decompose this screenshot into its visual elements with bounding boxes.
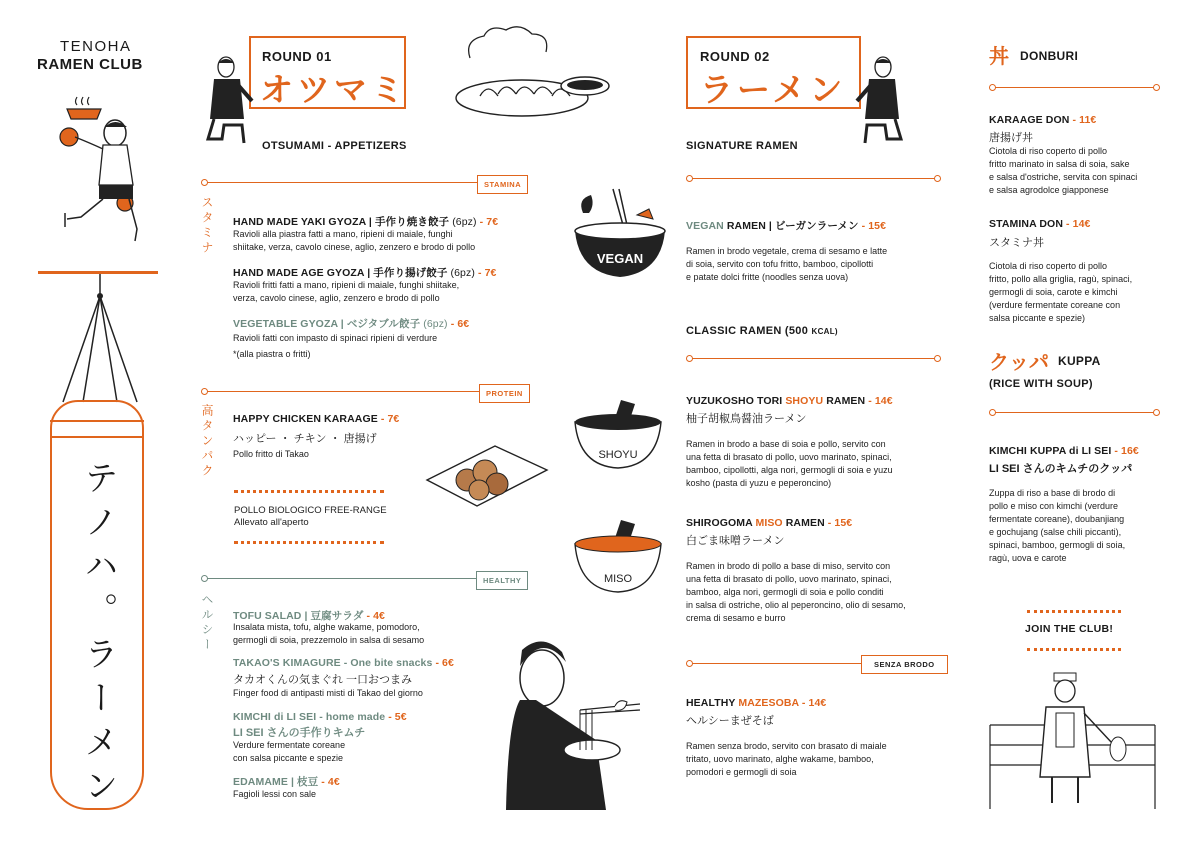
miso-ramen-jp: 白ごま味噌ラーメン	[686, 535, 785, 547]
stamina-don-desc: Ciotola di riso coperto di pollo fritto, pollo alla griglia, ragù, spinaci, germogli di soia, carote e kimchi (verdure fermentate coreane con salsa piccante e spezie)	[989, 261, 1133, 323]
senza-rule	[690, 663, 866, 664]
boxer-illustration	[45, 95, 165, 255]
miso-bowl-label: MISO	[603, 573, 633, 585]
kimagure-desc: Finger food di antipasti misti di Takao del giorno	[233, 688, 423, 698]
classic-rule	[690, 358, 938, 359]
signature-ramen-title: SIGNATURE RAMEN	[686, 140, 798, 152]
bag-band-top	[50, 420, 144, 422]
bag-text: テノハ。ラーメン	[79, 460, 117, 812]
menu-item-miso-ramen: SHIROGOMA MISO RAMEN - 15€	[686, 517, 853, 529]
brand-line1: TENOHA	[60, 38, 132, 55]
yaki-gyoza-desc: Ravioli alla piastra fatti a mano, ripieni di maiale, funghi shiitake, verza, cavolo cinese, aglio, zenzero e brodo di pollo	[233, 229, 476, 252]
signature-rule	[690, 178, 938, 179]
miso-bowl-illustration	[573, 520, 663, 595]
kimchi-kuppa-desc: Zuppa di riso a base di brodo di pollo e miso con kimchi (verdure fermentate coreane), doubanjiang e gochujang (salse chili piccanti), spinaci, bamboo, germogli di soia, ragù, uova e carote	[989, 488, 1126, 563]
protein-vertical: 高タンパク	[200, 404, 214, 479]
kuppa-dot-left	[989, 409, 996, 416]
donburi-rule	[993, 87, 1157, 88]
gyoza-plate-illustration	[450, 28, 620, 128]
menu-item-kimagure: TAKAO'S KIMAGURE - One bite snacks - 6€	[233, 657, 454, 669]
vegan-bowl-label: VEGAN	[596, 251, 644, 266]
kuppa-jp: クッパ	[989, 352, 1049, 374]
kuppa-dot-right	[1153, 409, 1160, 416]
menu-item-kimchi-kuppa: KIMCHI KUPPA di LI SEI - 16€	[989, 445, 1139, 457]
join-dashes-top	[1027, 610, 1121, 613]
protein-tag: PROTEIN	[479, 384, 530, 403]
stamina-vertical: スタミナ	[200, 196, 214, 256]
menu-item-karaage-don: KARAAGE DON - 11€	[989, 114, 1097, 126]
protein-rule	[205, 391, 523, 392]
mazesoba-jp: ヘルシーまぜそば	[686, 715, 774, 727]
healthy-vertical: ヘルシー	[200, 593, 214, 653]
menu-item-kimchi: KIMCHI di LI SEI - home made - 5€	[233, 711, 407, 723]
round1-jp-title: オツマミ	[260, 71, 408, 108]
menu-item-tofu-salad: TOFU SALAD | 豆腐サラダ - 4€	[233, 610, 385, 622]
round1-label: ROUND 01	[262, 49, 332, 64]
man-eating-ramen-illustration	[500, 640, 650, 815]
karaage-don-desc: Ciotola di riso coperto di pollo fritto marinato in salsa di soia, sake e salsa d'ostriche, servita con spinaci e salsa agrodolce giapponese	[989, 146, 1138, 195]
menu-item-age-gyoza: HAND MADE AGE GYOZA | 手作り揚げ餃子 (6pz) - 7€	[233, 267, 497, 279]
senza-brodo-tag: SENZA BRODO	[861, 655, 948, 674]
bag-ropes	[45, 274, 155, 404]
vegan-bowl-illustration	[573, 185, 668, 297]
menu-item-karaage: HAPPY CHICKEN KARAAGE - 7€	[233, 413, 400, 425]
karaage-plate-illustration	[425, 440, 550, 510]
shoyu-ramen-jp: 柚子胡椒鳥醤油ラーメン	[686, 413, 807, 425]
kimchi-desc: Verdure fermentate coreane con salsa piccante e spezie	[233, 740, 346, 763]
menu-item-yaki-gyoza: HAND MADE YAKI GYOZA | 手作り焼き餃子 (6pz) - 7€	[233, 216, 499, 228]
classic-dot-right	[934, 355, 941, 362]
healthy-tag: HEALTHY	[476, 571, 528, 590]
brand-line2: RAMEN CLUB	[37, 56, 143, 73]
karaage-desc: Pollo fritto di Takao	[233, 449, 309, 459]
signature-dot-left	[686, 175, 693, 182]
bag-band-top2	[50, 436, 144, 438]
protein-dot	[201, 388, 208, 395]
kimagure-jp: タカオくんの気まぐれ 一口おつまみ	[233, 674, 412, 686]
man-kneeling-right	[855, 55, 910, 150]
miso-ramen-desc: Ramen in brodo di pollo a base di miso, servito con una fetta di brasato di pollo, uovo marinato, spinaci, bamboo, alga nori, germogli di soia e pollo conditi in salsa di ostriche, olio al peperoncino, olio di sesamo, crema di sesamo e burro	[686, 561, 906, 623]
age-gyoza-desc: Ravioli fritti fatti a mano, ripieni di maiale, funghi shiitake, verza, cavolo cinese, aglio, zenzero e brodo di pollo	[233, 280, 460, 303]
join-dashes-bottom	[1027, 648, 1121, 651]
man-kneeling-left	[200, 55, 255, 150]
menu-item-vegetable-gyoza: VEGETABLE GYOZA | ベジタブル餃子 (6pz) - 6€	[233, 318, 470, 330]
classic-ramen-title: CLASSIC RAMEN (500 KCAL)	[686, 325, 838, 337]
healthy-dot	[201, 575, 208, 582]
stamina-rule	[205, 182, 523, 183]
senza-dot	[686, 660, 693, 667]
shoyu-ramen-desc: Ramen in brodo a base di soia e pollo, servito con una fetta di brasato di pollo, uovo marinato, spinaci, bamboo, cipollotti, alga nori, germogli di soia e yuzu kosho (pasta di yuzu e peperoncino)	[686, 439, 893, 488]
join-the-club: JOIN THE CLUB!	[1025, 623, 1114, 635]
kimchi-kuppa-jp: LI SEI さんのキムチのクッパ	[989, 463, 1133, 475]
menu-item-edamame: EDAMAME | 枝豆 - 4€	[233, 776, 340, 788]
round2-label: ROUND 02	[700, 49, 770, 64]
kuppa-rule	[993, 412, 1157, 413]
vegetable-gyoza-desc: Ravioli fatti con impasto di spinaci ripieni di verdure *(alla piastra o fritti)	[233, 333, 438, 359]
donburi-kanji: 丼	[989, 46, 1009, 68]
tofu-salad-desc: Insalata mista, tofu, alghe wakame, pomodoro, germogli di soia, prezzemolo in salsa di sesamo	[233, 622, 425, 645]
donburi-title: DONBURI	[1020, 49, 1079, 63]
menu-item-stamina-don: STAMINA DON - 14€	[989, 218, 1091, 230]
kuppa-title: KUPPA	[1058, 354, 1101, 368]
stamina-tag: STAMINA	[477, 175, 528, 194]
mazesoba-desc: Ramen senza brodo, servito con brasato di maiale tritato, uovo marinato, alghe wakame, bamboo, pomodori e germogli di soia	[686, 741, 887, 777]
edamame-desc: Fagioli lessi con sale	[233, 789, 317, 799]
menu-item-mazesoba: HEALTHY MAZESOBA - 14€	[686, 697, 827, 709]
stamina-dot	[201, 179, 208, 186]
vegan-ramen-desc: Ramen in brodo vegetale, crema di sesamo e latte di soia, servito con tofu fritto, bamboo, cipollotti e patate dolci fritte (noodles senza uova)	[686, 246, 888, 282]
round1-section-title: OTSUMAMI - APPETIZERS	[262, 140, 407, 152]
signature-dot-right	[934, 175, 941, 182]
referee-ring-illustration	[990, 665, 1155, 810]
kuppa-subtitle: (RICE WITH SOUP)	[989, 378, 1093, 390]
menu-item-shoyu-ramen: YUZUKOSHO TORI SHOYU RAMEN - 14€	[686, 395, 893, 407]
karaage-jp: ハッピー ・ チキン ・ 唐揚げ	[233, 433, 377, 445]
classic-dot-left	[686, 355, 693, 362]
shoyu-bowl-label: SHOYU	[598, 449, 638, 461]
protein-dashes-top	[234, 490, 384, 493]
free-range-note: POLLO BIOLOGICO FREE-RANGE Allevato all'aperto	[234, 505, 387, 528]
protein-dashes-bottom	[234, 541, 384, 544]
round2-jp-title: ラーメン	[700, 71, 847, 108]
donburi-dot-right	[1153, 84, 1160, 91]
kimchi-jp: LI SEI さんの手作りキムチ	[233, 727, 366, 739]
menu-item-vegan-ramen: VEGAN RAMEN | ビーガンラーメン - 15€	[686, 220, 887, 232]
stamina-don-jp: スタミナ丼	[989, 237, 1044, 249]
shoyu-bowl-illustration	[573, 400, 663, 470]
karaage-don-jp: 唐揚げ丼	[989, 132, 1033, 144]
donburi-dot-left	[989, 84, 996, 91]
